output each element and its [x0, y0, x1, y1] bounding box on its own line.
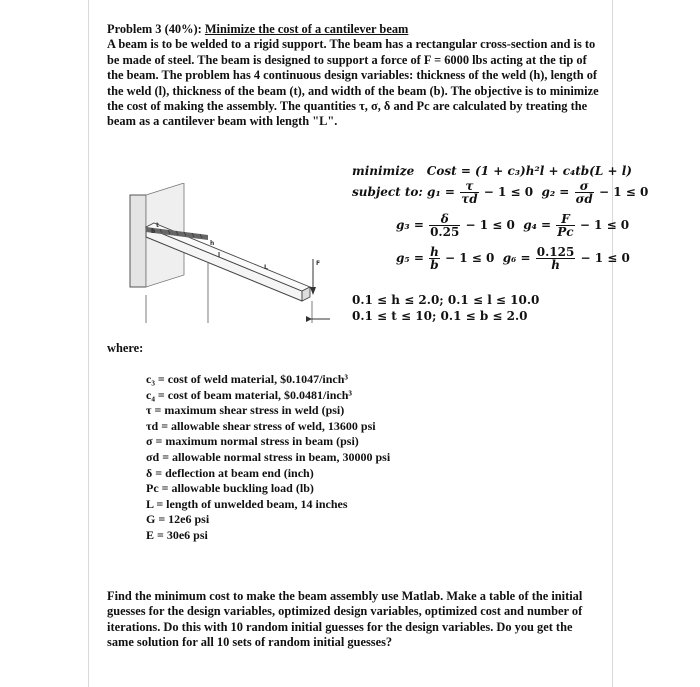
g1-fraction [460, 180, 478, 205]
definition-item: σd = allowable normal stress in beam, 30000 psi [146, 449, 391, 464]
g4-tail: − 1 ≤ 0 [579, 218, 630, 232]
g3-fraction [429, 213, 460, 238]
g5-tail: − 1 ≤ 0 [445, 251, 495, 265]
bounds-row-1: 0.1 ≤ h ≤ 2.0; 0.1 ≤ l ≤ 10.0 [352, 293, 540, 307]
g5-lhs: g₅ = [396, 251, 424, 265]
problem-title [107, 22, 602, 37]
problem-intro [107, 22, 602, 130]
constraint-row-1 [352, 180, 648, 205]
problem-title-prefix: Problem 3 (40%): [107, 22, 202, 36]
definition-item: τ = maximum shear stress in weld (psi) [146, 403, 345, 418]
task-paragraph: Find the minimum cost to make the beam assembly use Matlab. Make a table of the initial guesses for the design variables, optimized design variables, optimized cost and number of iterations. Do this with 10 random initial guesses for the design variables. Do you get the same solution for all 10 sets of random initial guesses? [107, 589, 583, 650]
g2-lhs: g₂ = [541, 185, 570, 199]
definition-item: G = 12e6 psi [146, 512, 210, 527]
g6-fraction [536, 246, 576, 271]
g1-den: τd [461, 192, 478, 206]
definition-item: τd = allowable shear stress of weld, 13600 psi [146, 418, 376, 433]
definition-item: δ = deflection at beam end (inch) [146, 465, 314, 480]
g4-den: Pc [557, 225, 574, 239]
g3-den: 0.25 [430, 225, 460, 239]
g1-lhs: g₁ = [427, 185, 455, 199]
problem-description: A beam is to be welded to a rigid support. The beam has a rectangular cross-section and is to be made of steel. The beam is designed to support a force of F = 6000 lbs acting at the tip of the beam. The problem has 4 continuous design variables: thickness of the weld (h), length of the weld (l), thickness of the beam (t), and width of the beam (b). The objective is to minimize the cost of making the assembly. The quantities τ, σ, δ and Pc are calculated by treating the beam as a cantilever beam with length "L". [107, 37, 599, 129]
label-t: t [156, 222, 159, 229]
cost-expression: Cost = (1 + c₃)h²l + c₄tb(L + l) [426, 164, 632, 178]
g6-den: h [536, 258, 576, 271]
g6-tail: − 1 ≤ 0 [580, 251, 630, 265]
label-l: l [218, 252, 221, 259]
g5-fraction [429, 246, 440, 271]
subject-to-label: subject to: [352, 185, 423, 199]
g2-num: σ [579, 179, 589, 193]
label-b: b [151, 228, 156, 235]
definition-item: L = length of unwelded beam, 14 inches [146, 496, 348, 511]
label-h: h [210, 240, 215, 247]
g2-fraction [575, 180, 594, 205]
minimize-label: minimize [352, 164, 415, 178]
dimension-arrow-L [306, 316, 312, 322]
g4-num: F [561, 212, 570, 226]
objective-row [352, 164, 632, 178]
definition-item: c₄ = cost of beam material, $0.0481/inch³ [146, 387, 352, 402]
g2-den: σd [575, 192, 593, 206]
constraint-row-3 [396, 246, 630, 271]
definition-item: E = 30e6 psi [146, 527, 208, 542]
g4-fraction [556, 213, 574, 238]
g1-num: τ [465, 179, 474, 193]
problem-title-link: Minimize the cost of a cantilever beam [204, 22, 409, 36]
g3-lhs: g₃ = [396, 218, 424, 232]
g3-tail: − 1 ≤ 0 [465, 218, 515, 232]
definitions-list [146, 372, 390, 544]
bounds-row-2: 0.1 ≤ t ≤ 10; 0.1 ≤ b ≤ 2.0 [352, 309, 528, 323]
g5-den: b [430, 258, 439, 272]
g3-num: δ [440, 212, 449, 226]
rigid-support-wall [130, 195, 146, 287]
where-label: where: [107, 341, 144, 355]
page-border-right [612, 0, 613, 687]
g6-lhs: g₆ = [502, 251, 531, 265]
definition-item: Pc = allowable buckling load (lb) [146, 481, 314, 496]
g4-lhs: g₄ = [523, 218, 552, 232]
definition-item: σ = maximum normal stress in beam (psi) [146, 434, 359, 449]
g1-tail: − 1 ≤ 0 [483, 185, 534, 199]
definition-item: c₃ = cost of weld material, $0.1047/inch³ [146, 372, 349, 386]
force-arrow-head [310, 287, 316, 295]
g5-num: h [430, 245, 439, 259]
page-border-left [88, 0, 89, 687]
constraint-row-2 [396, 213, 629, 238]
label-F: F [316, 260, 321, 267]
label-L: L [264, 264, 268, 271]
g2-tail: − 1 ≤ 0 [599, 185, 649, 199]
g6-num: 0.125 [536, 245, 575, 259]
cantilever-beam-figure [124, 183, 336, 323]
